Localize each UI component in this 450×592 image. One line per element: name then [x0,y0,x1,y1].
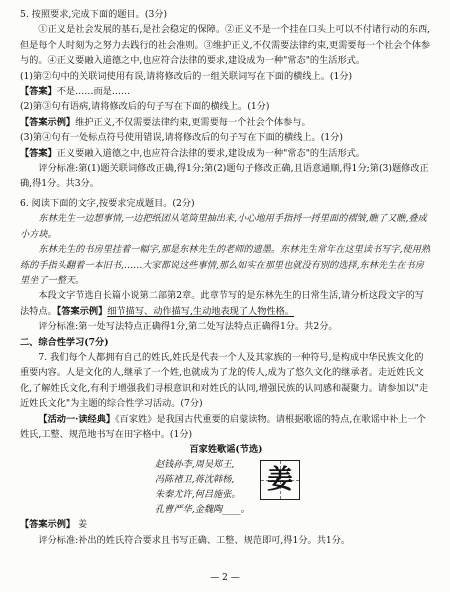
poem-title: 百家姓歌谣(节选) [189,444,263,456]
question-5 [20,7,432,192]
activity-text: 《百家姓》是我国古代重要的启蒙读物。请根据歌谣的特点,在歌谣中补上一个姓氏,工整、规范地书写在田字格中。(1分) [20,413,426,440]
q5-sub1-answer [20,84,432,99]
tianzige-grid [260,460,300,500]
poem-line: 朱秦尤许,何吕施张。 [155,489,241,501]
answer-text: 维护正义,不仅需要法律约束,更需要每一个社会个体参与。 [75,116,311,128]
section-2-heading: 二、综合性学习(7分) [20,336,109,348]
answer-text: 姜 [78,519,88,531]
q7-answer [20,517,432,532]
answer-text: 正义要融入道德之中,也应符合法律的要求,建设成为一种"常态"的生活形式。 [56,147,366,159]
poem-line: 赵钱孙李,周吴郑王, [155,459,235,471]
q7-activity [20,412,432,443]
poem-block [20,442,432,517]
answer-label: 【答案】 [20,147,57,159]
page-content [20,7,432,548]
grid-character: 姜 [266,465,293,496]
q6-note [20,288,432,319]
q6-scoring: 评分标准:第一处写法特点正确得1分,第二处写法特点正确得1分。共2分。 [38,321,338,333]
answer-text: 细节描写、动作描写,生动地表现了人物性格。 [107,305,294,317]
q5-passage: ①正义是社会发展的基石,是社会稳定的保障。②正义不是一个挂在口头上可以不付诸行动的东西,但是每个人时刻为之努力去践行的社会准则。③维护正义,不仅需要法律约束,更需要每一个社会个体参与的。④正义要融入道德之中,也应符合法律的要求,建设成为一种"常态"的生活形式。 [20,24,431,67]
answer-label: 【答案示例】 [20,519,76,531]
answer-label: 【答案示例】 [20,116,76,128]
q5-title: 5. 按照要求,完成下面的题目。(3分) [20,9,168,20]
q5-sub2-answer [20,115,432,130]
answer-label: 【答案】 [20,86,57,98]
section-2 [20,335,432,549]
question-6 [20,196,432,335]
q6-title: 6. 阅读下面的文字,按要求完成题目。(2分) [20,197,195,209]
poem-lines [155,457,250,517]
answer-label: 【答案示例】 [56,305,108,317]
q6-passage-paragraph: 东林先生的书房里挂着一幅字,那是东林先生的老师的遗墨。东林先生常年在这里读书写字,使用熟练的手指头翻着一本旧书,……大家都说这些事情,那么如实在那里也就没有别的选择,东林先生在书房里坐了一整天。 [20,244,431,286]
page-number: — 2 — [210,572,240,583]
q5-sub1-question: (1)第②句中的关联词使用有误,请将修改后的一组关联词写在下面的横线上。(1分) [20,70,353,82]
q5-sub2-question: (2)第③句有语病,请将修改后的句子写在下面的横线上。(1分) [20,101,270,113]
q7-intro: 7. 我们每个人都拥有自己的姓氏,姓氏是代表一个人及其家族的一种符号,是构成中华民族文化的重要内容。人是文化的人,继承了一个姓,也就成为了龙的传人,成为了悠久文化的继承者。走近姓氏文化,了解姓氏文化,有利于增强我们寻根意识和对姓氏的认同,增强民族的认同感和凝聚力。请参加以"走近姓氏文化"为主题的综合性学习活动。(7分) [20,351,429,410]
activity-label: 【活动一·读经典】 [38,413,116,425]
q5-sub3-question: (3)第④句有一处标点符号使用错误,请将修改后的句子写在下面的横线上。(1分) [20,132,343,144]
q5-scoring: 评分标准:第(1)题关联词修改正确,得1分;第(2)题句子修改正确,且语意通顺,得1分;第(3)题修改正确,得1分。共3分。 [20,163,429,190]
poem-line: 孔曹严华,金魏陶____。 [155,504,250,516]
q6-passage-paragraph: 东林先生一边想事情,一边把纸团从笔筒里抽出来,小心地用手指捋一捋里面的褶皱,瞧了又瞧,叠成小方块。 [20,213,427,240]
q6-note-text: 本段文字节选自长篇小说第二部第2章。此章节写的是东林先生的日常生活,请分析这段文字的写法特点。 [20,290,424,317]
answer-text: 不是……而是…… [56,86,131,98]
q5-sub3-answer [20,146,432,161]
q7-scoring: 评分标准:补出的姓氏符合要求且书写正确、工整、规范即可,得1分。共1分。 [38,534,351,546]
poem-line: 冯陈褚卫,蒋沈韩杨, [155,474,235,486]
